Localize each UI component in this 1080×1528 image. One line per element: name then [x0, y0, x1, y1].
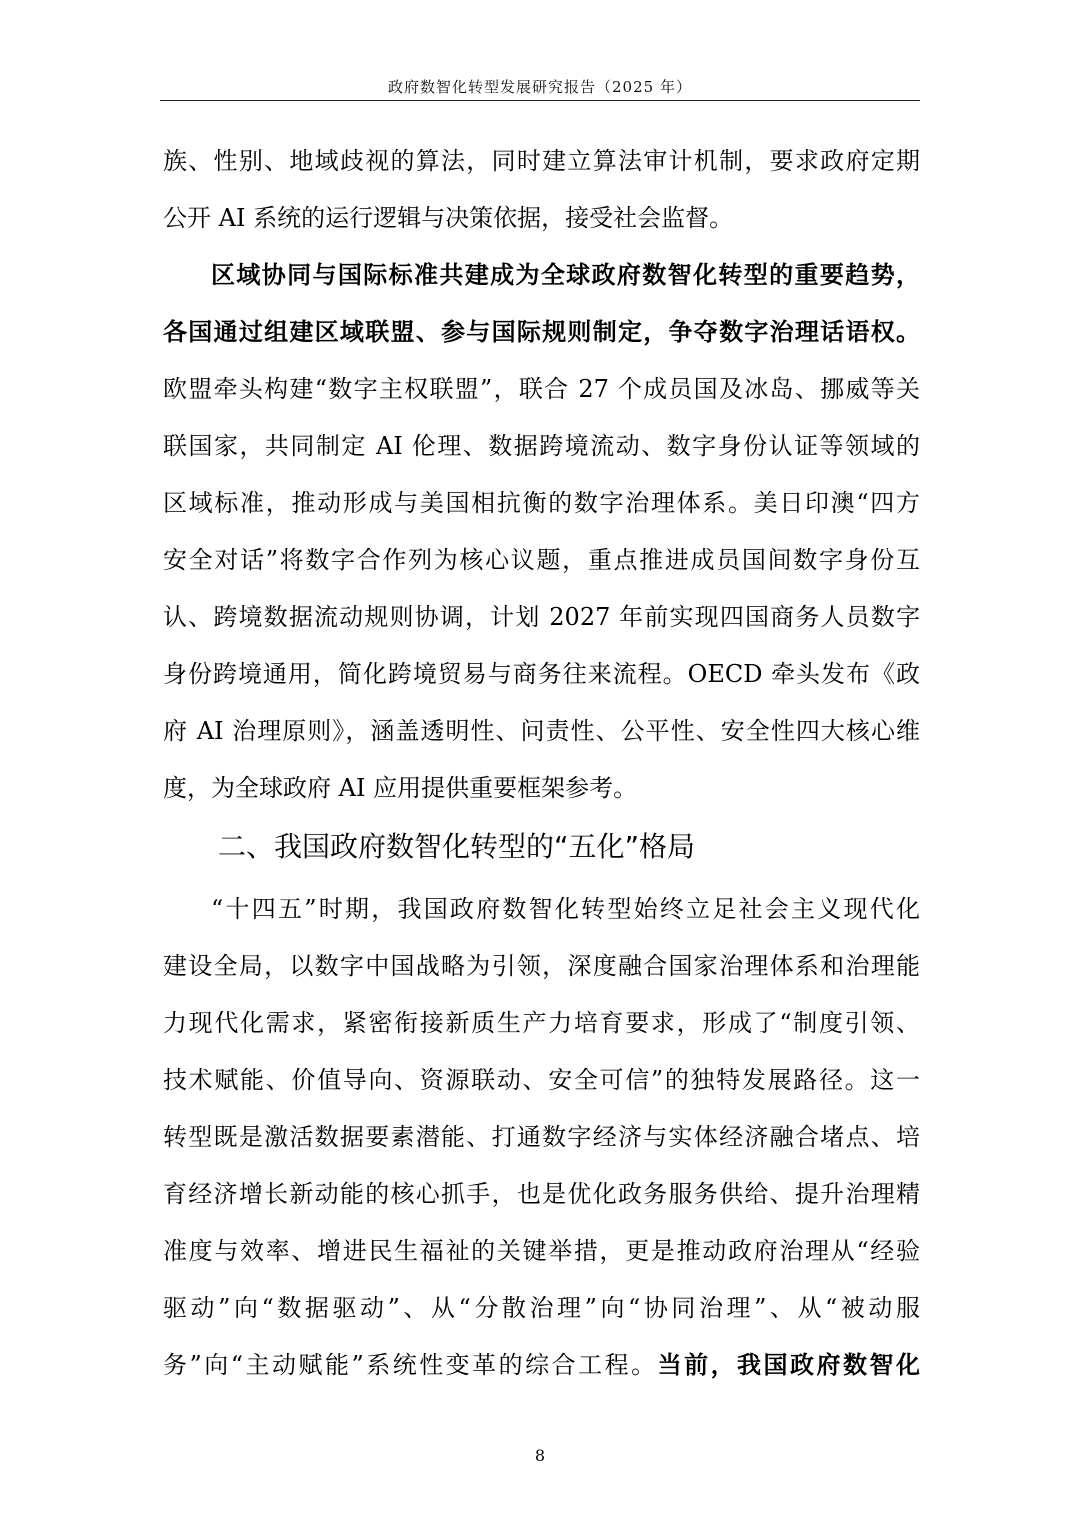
text-line: 力现代化需求，紧密衔接新质生产力培育要求，形成了“制度引领、 — [163, 1009, 920, 1037]
text-line: 认、跨境数据流动规则协调，计划 2027 年前实现四国商务人员数字 — [163, 603, 920, 631]
text-line: 驱动”向“数据驱动”、从“分散治理”向“协同治理”、从“被动服 — [163, 1294, 920, 1322]
text-line: 技术赋能、价值导向、资源联动、安全可信”的独特发展路径。这一 — [163, 1066, 920, 1094]
text-line: 公开 AI 系统的运行逻辑与决策依据，接受社会监督。 — [163, 204, 734, 232]
bold-lead-line: 区域协同与国际标准共建成为全球政府数智化转型的重要趋势， — [211, 261, 920, 289]
bold-lead-line: 各国通过组建区域联盟、参与国际规则制定，争夺数字治理话语权。 — [163, 318, 920, 346]
text-line: 联国家，共同制定 AI 伦理、数据跨境流动、数字身份认证等领域的 — [163, 432, 920, 460]
document-body — [163, 133, 920, 1394]
text-line: “十四五”时期，我国政府数智化转型始终立足社会主义现代化 — [211, 895, 920, 923]
text-line: 安全对话”将数字合作列为核心议题，重点推进成员国间数字身份互 — [163, 546, 920, 574]
text-line-mixed — [163, 1337, 920, 1394]
running-header: 政府数智化转型发展研究报告（2025 年） — [388, 78, 692, 96]
text-span: 务”向“主动赋能”系统性变革的综合工程。 — [163, 1351, 658, 1379]
text-line: 度，为全球政府 AI 应用提供重要框架参考。 — [163, 774, 638, 802]
text-line: 转型既是激活数据要素潜能、打通数字经济与实体经济融合堵点、培 — [163, 1123, 920, 1151]
text-line: 建设全局，以数字中国战略为引领，深度融合国家治理体系和治理能 — [163, 952, 920, 980]
text-line: 族、性别、地域歧视的算法，同时建立算法审计机制，要求政府定期 — [163, 147, 920, 175]
text-line: 区域标准，推动形成与美国相抗衡的数字治理体系。美日印澳“四方 — [163, 489, 920, 517]
text-line: 育经济增长新动能的核心抓手，也是优化政务服务供给、提升治理精 — [163, 1180, 920, 1208]
text-line: 身份跨境通用，简化跨境贸易与商务往来流程。OECD 牵头发布《政 — [163, 660, 920, 688]
section-heading: 二、我国政府数智化转型的“五化”格局 — [218, 830, 696, 863]
text-line: 府 AI 治理原则》，涵盖透明性、问责性、公平性、安全性四大核心维 — [163, 717, 920, 745]
header-rule — [160, 100, 920, 101]
page-number: 8 — [534, 1446, 546, 1465]
text-line: 准度与效率、增进民生福祉的关键举措，更是推动政府治理从“经验 — [163, 1237, 920, 1265]
bold-text-span: 当前，我国政府数智化 — [657, 1351, 920, 1379]
text-line: 欧盟牵头构建“数字主权联盟”，联合 27 个成员国及冰岛、挪威等关 — [163, 375, 920, 403]
